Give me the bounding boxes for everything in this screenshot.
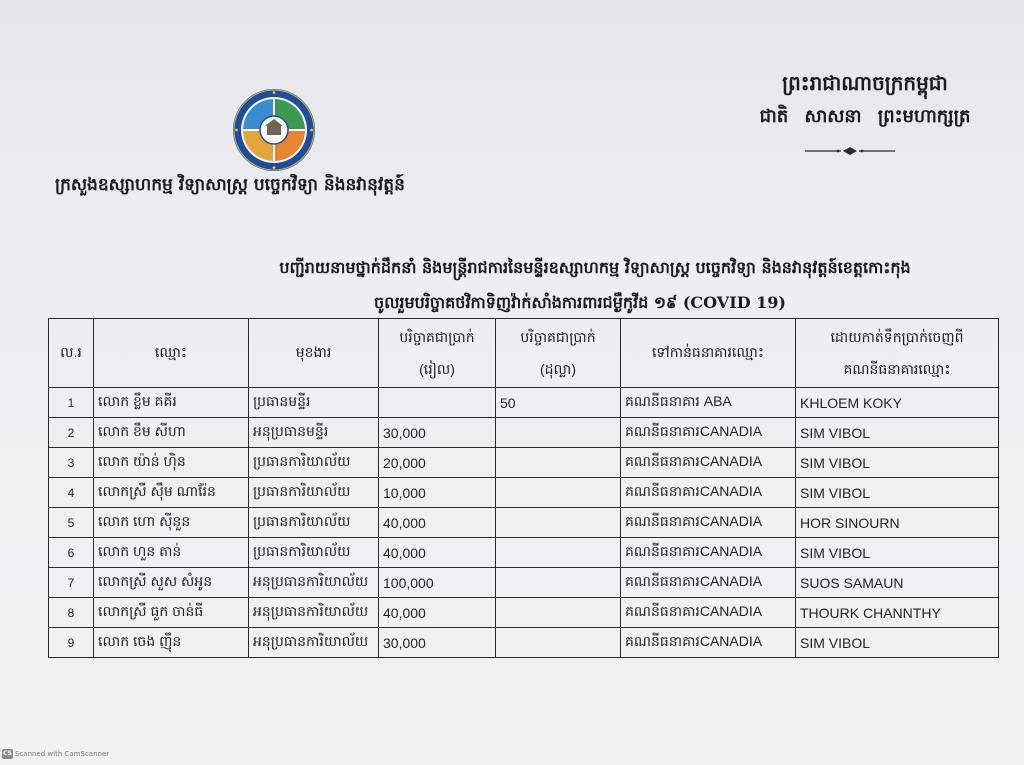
- donation-riel-cell: 30,000: [379, 628, 496, 658]
- position-cell: អនុប្រធានការិយាល័យ: [249, 598, 379, 628]
- bank-name-cell: គណនីធនាគារCANADIA: [621, 448, 796, 478]
- donation-dollar-cell: [496, 598, 621, 628]
- document-title-line2: ចូលរួមបរិច្ចាគថវិកាទិញវ៉ាក់សាំងការពារជម្ងឺកូវីដ ១៩ (COVID 19): [374, 293, 786, 312]
- row-number-cell: 3: [49, 448, 94, 478]
- scanner-watermark-text: Scanned with CamScanner: [15, 750, 110, 758]
- position-cell: ប្រធានមន្ទីរ: [249, 388, 379, 418]
- col-header-position: មុខងារ: [249, 319, 379, 388]
- ministry-name: ក្រសួងឧស្សាហកម្ម វិទ្យាសាស្ត្រ បច្ចេកវិទ្យា និងនវានុវត្តន៍: [55, 175, 405, 195]
- col-header-name: ឈ្មោះ: [94, 319, 249, 388]
- row-number-cell: 8: [49, 598, 94, 628]
- table-row: [49, 628, 999, 658]
- table-row: [49, 538, 999, 568]
- bank-name-cell: គណនីធនាគារCANADIA: [621, 478, 796, 508]
- row-number-cell: 6: [49, 538, 94, 568]
- donation-dollar-cell: [496, 508, 621, 538]
- table-row: [49, 388, 999, 418]
- donation-riel-cell: 20,000: [379, 448, 496, 478]
- kingdom-title: ព្រះរាជាណាចក្រកម្ពុជា: [782, 71, 948, 95]
- bank-name-cell: គណនីធនាគារCANADIA: [621, 538, 796, 568]
- motto-flourish-icon: [805, 146, 895, 156]
- table-row: [49, 418, 999, 448]
- account-name-cell: SIM VIBOL: [796, 418, 999, 448]
- row-number-cell: 7: [49, 568, 94, 598]
- col-header-riel-label: បរិច្ចាគជាប្រាក់: [399, 329, 475, 345]
- person-name-cell: លោក ខឹម សីហា: [94, 418, 249, 448]
- bank-name-cell: គណនីធនាគារCANADIA: [621, 418, 796, 448]
- row-number-cell: 4: [49, 478, 94, 508]
- account-name-cell: SUOS SAMAUN: [796, 568, 999, 598]
- account-name-cell: SIM VIBOL: [796, 478, 999, 508]
- account-name-cell: SIM VIBOL: [796, 448, 999, 478]
- donation-riel-cell: 40,000: [379, 598, 496, 628]
- account-name-cell: HOR SINOURN: [796, 508, 999, 538]
- bank-name-cell: គណនីធនាគារCANADIA: [621, 508, 796, 538]
- account-name-cell: KHLOEM KOKY: [796, 388, 999, 418]
- ministry-seal-icon: [232, 88, 316, 172]
- table-row: [49, 508, 999, 538]
- person-name-cell: លោកស្រី ធួក ចាន់ធី: [94, 598, 249, 628]
- donation-dollar-cell: [496, 478, 621, 508]
- camscanner-logo-icon: CS: [3, 750, 12, 757]
- row-number-cell: 5: [49, 508, 94, 538]
- col-header-dollar-unit: (ដុល្លា): [540, 361, 576, 377]
- account-name-cell: THOURK CHANNTHY: [796, 598, 999, 628]
- position-cell: ប្រធានការិយាល័យ: [249, 508, 379, 538]
- table-body: [49, 388, 999, 658]
- table-row: [49, 598, 999, 628]
- table-header-row: [49, 319, 999, 388]
- bank-name-cell: គណនីធនាគារ ABA: [621, 388, 796, 418]
- col-header-riel: [379, 319, 496, 388]
- position-cell: ប្រធានការិយាល័យ: [249, 448, 379, 478]
- row-number-cell: 9: [49, 628, 94, 658]
- position-cell: អនុប្រធានមន្ទីរ: [249, 418, 379, 448]
- bank-name-cell: គណនីធនាគារCANADIA: [621, 598, 796, 628]
- col-header-dollar-label: បរិច្ចាគជាប្រាក់: [520, 329, 596, 345]
- person-name-cell: លោក យ៉ាន់ ហ៊ិន: [94, 448, 249, 478]
- col-header-no: ល.រ: [49, 319, 94, 388]
- person-name-cell: លោក ចេង ញ៉ឹន: [94, 628, 249, 658]
- table-row: [49, 478, 999, 508]
- donation-dollar-cell: [496, 448, 621, 478]
- donation-dollar-cell: [496, 628, 621, 658]
- person-name-cell: លោក ហួន តាន់: [94, 538, 249, 568]
- document-title-line1: បញ្ជីរាយនាមថ្នាក់ដឹកនាំ និងមន្ត្រីរាជការនៃមន្ទីរឧស្សាហកម្ម វិទ្យាសាស្ត្រ បច្ចេកវិទ្យា និងនវានុវត្តន៍ខេត្តកោះកុង: [279, 258, 911, 277]
- donation-riel-cell: 30,000: [379, 418, 496, 448]
- donation-dollar-cell: 50: [496, 388, 621, 418]
- table-row: [49, 568, 999, 598]
- donation-riel-cell: [379, 388, 496, 418]
- person-name-cell: លោកស្រី ស៊ឹម ណារ៉ែន: [94, 478, 249, 508]
- table-row: [49, 448, 999, 478]
- donation-riel-cell: 100,000: [379, 568, 496, 598]
- col-header-dollar: [496, 319, 621, 388]
- bank-name-cell: គណនីធនាគារCANADIA: [621, 568, 796, 598]
- donation-dollar-cell: [496, 568, 621, 598]
- position-cell: អនុប្រធានការិយាល័យ: [249, 568, 379, 598]
- row-number-cell: 1: [49, 388, 94, 418]
- person-name-cell: លោក ខ្លឹម គគីរ: [94, 388, 249, 418]
- person-name-cell: លោក ហោ ស៊ីនួន: [94, 508, 249, 538]
- donation-riel-cell: 40,000: [379, 538, 496, 568]
- col-header-account-line2: គណនីធនាគារឈ្មោះ: [843, 361, 951, 377]
- position-cell: អនុប្រធានការិយាល័យ: [249, 628, 379, 658]
- position-cell: ប្រធានការិយាល័យ: [249, 478, 379, 508]
- person-name-cell: លោកស្រី សួស សំអូន: [94, 568, 249, 598]
- scanner-watermark: [2, 749, 109, 761]
- account-name-cell: SIM VIBOL: [796, 628, 999, 658]
- donation-dollar-cell: [496, 418, 621, 448]
- donation-dollar-cell: [496, 538, 621, 568]
- donation-riel-cell: 10,000: [379, 478, 496, 508]
- col-header-bank: ទៅកាន់ធនាគារឈ្មោះ: [621, 319, 796, 388]
- position-cell: ប្រធានការិយាល័យ: [249, 538, 379, 568]
- col-header-account-line1: ដោយកាត់ទឹកប្រាក់ចេញពី: [830, 329, 964, 345]
- col-header-account: [796, 319, 999, 388]
- account-name-cell: SIM VIBOL: [796, 538, 999, 568]
- row-number-cell: 2: [49, 418, 94, 448]
- bank-name-cell: គណនីធនាគារCANADIA: [621, 628, 796, 658]
- donation-riel-cell: 40,000: [379, 508, 496, 538]
- col-header-riel-unit: (រៀល): [419, 361, 455, 377]
- national-motto: ជាតិ សាសនា ព្រះមហាក្សត្រ: [759, 106, 971, 127]
- donation-table: [48, 318, 999, 658]
